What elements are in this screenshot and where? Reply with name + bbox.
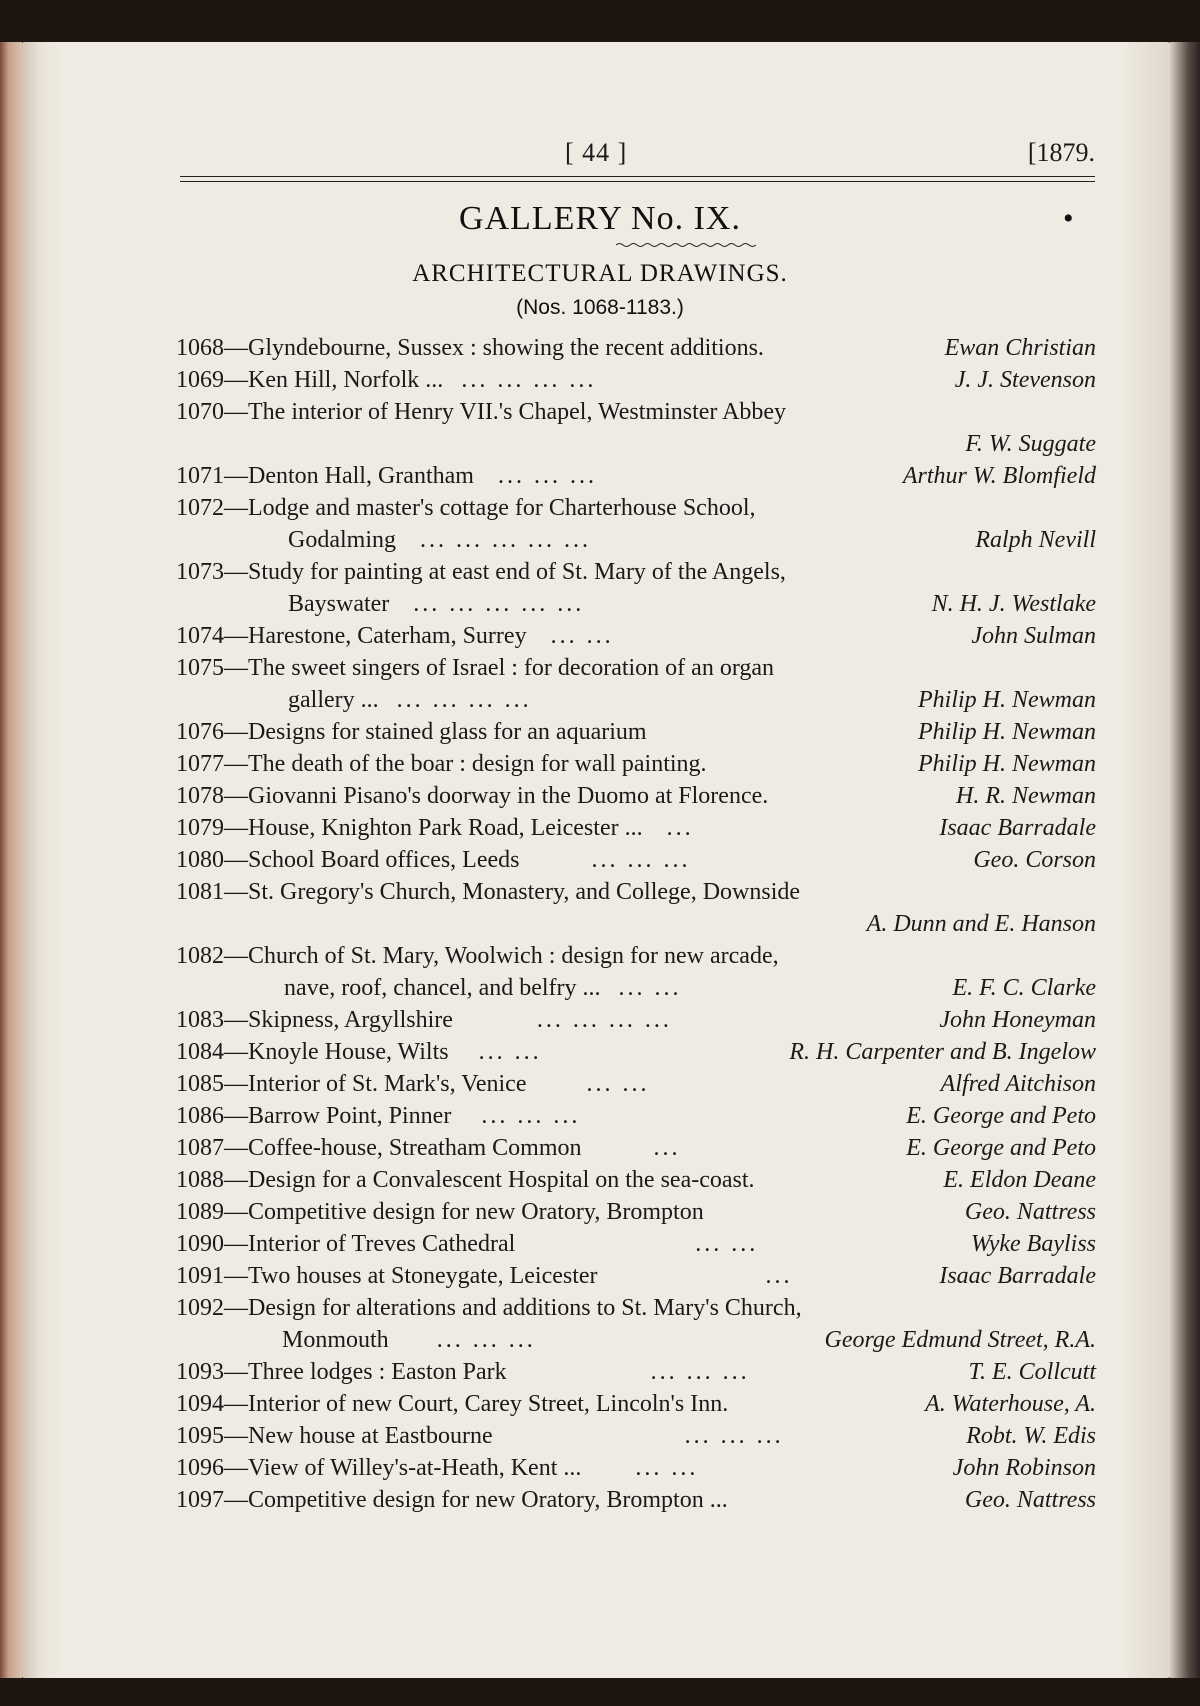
title-underline-ornament <box>616 242 756 248</box>
entry-title: Harestone, Caterham, Surrey <box>248 623 527 649</box>
catalogue-entry: 1072—Lodge and master's cottage for Charterhouse School, Godalming ... ... ... ... ... Ralph Nevill <box>176 492 1096 556</box>
leader-dots: ... ... ... ... <box>396 687 532 713</box>
catalogue-entry: 1091—Two houses at Stoneygate, Leicester ... Isaac Barradale <box>176 1260 1096 1292</box>
gallery-title: GALLERY No. IX. <box>459 200 741 237</box>
entry-artist: E. F. C. Clarke <box>952 975 1096 1001</box>
entry-title: Barrow Point, Pinner <box>248 1103 452 1129</box>
catalogue-entry: 1074—Harestone, Caterham, Surrey ... ... John Sulman <box>176 620 1096 652</box>
entry-artist: E. Eldon Deane <box>943 1167 1096 1193</box>
entry-artist: Wyke Bayliss <box>970 1231 1096 1257</box>
entry-title: Competitive design for new Oratory, Brompton ... <box>248 1487 728 1513</box>
entry-title: School Board offices, Leeds <box>248 847 520 873</box>
entry-number: 1074 <box>176 623 224 649</box>
entry-number: 1071 <box>176 463 224 489</box>
leader-dots: ... ... ... ... <box>461 367 597 393</box>
entry-title: Interior of St. Mark's, Venice <box>248 1071 527 1097</box>
entry-number: 1087 <box>176 1135 224 1161</box>
entry-title: House, Knighton Park Road, Leicester ... <box>248 815 643 841</box>
entry-title: Design for alterations and additions to St. Mary's Church, <box>248 1295 802 1321</box>
catalogue-entry: 1068—Glyndebourne, Sussex : showing the recent additions. Ewan Christian <box>176 332 1096 364</box>
entry-number: 1082 <box>176 943 224 969</box>
entry-title: The sweet singers of Israel : for decoration of an organ <box>248 655 775 681</box>
entry-number: 1069 <box>176 367 224 393</box>
leader-dots: ... ... ... <box>481 1103 581 1129</box>
entry-artist: A. Waterhouse, A. <box>925 1391 1096 1417</box>
catalogue-entry: 1087—Coffee-house, Streatham Common ... E. George and Peto <box>176 1132 1096 1164</box>
catalogue-entry: 1088—Design for a Convalescent Hospital on the sea-coast. E. Eldon Deane <box>176 1164 1096 1196</box>
entry-title: Glyndebourne, Sussex : showing the recent additions. <box>248 335 764 361</box>
entry-artist: Geo. Corson <box>973 847 1096 873</box>
leader-dots: ... <box>653 1135 681 1161</box>
catalogue-entry: 1070—The interior of Henry VII.'s Chapel, Westminster Abbey F. W. Suggate <box>176 396 1096 460</box>
entry-artist: F. W. Suggate <box>965 431 1096 457</box>
catalogue-entry: 1078—Giovanni Pisano's doorway in the Duomo at Florence. H. R. Newman <box>176 780 1096 812</box>
entry-title-continued: Godalming <box>288 527 396 553</box>
entry-artist: Geo. Nattress <box>964 1487 1096 1513</box>
entry-number: 1084 <box>176 1039 224 1065</box>
entry-number: 1086 <box>176 1103 224 1129</box>
catalogue-entry: 1076—Designs for stained glass for an aquarium Philip H. Newman <box>176 716 1096 748</box>
catalogue-entry: 1085—Interior of St. Mark's, Venice ... ... Alfred Aitchison <box>176 1068 1096 1100</box>
entry-title: Knoyle House, Wilts <box>248 1039 449 1065</box>
entry-artist: E. George and Peto <box>906 1103 1096 1129</box>
entry-title: Interior of Treves Cathedral <box>248 1231 516 1257</box>
entry-number: 1072 <box>176 495 224 521</box>
entry-title: The death of the boar : design for wall painting. <box>248 751 707 777</box>
entry-artist: Geo. Nattress <box>964 1199 1096 1225</box>
catalogue-entry: 1083—Skipness, Argyllshire ... ... ... ... John Honeyman <box>176 1004 1096 1036</box>
catalogue-entries <box>176 332 1096 1516</box>
catalogue-entry: 1079—House, Knighton Park Road, Leicester ... ... Isaac Barradale <box>176 812 1096 844</box>
catalogue-number-range: (Nos. 1068-1183.) <box>516 296 684 319</box>
entry-artist: J. J. Stevenson <box>954 367 1096 393</box>
entry-title: Two houses at Stoneygate, Leicester <box>248 1263 598 1289</box>
catalogue-entry: 1080—School Board offices, Leeds ... ... ... Geo. Corson <box>176 844 1096 876</box>
entry-title: Denton Hall, Grantham <box>248 463 474 489</box>
entry-title: Competitive design for new Oratory, Brompton <box>248 1199 704 1225</box>
leader-dots: ... ... ... <box>684 1423 784 1449</box>
catalogue-entry: 1073—Study for painting at east end of St. Mary of the Angels, Bayswater ... ... ... ... ... N. H. J. Westlake <box>176 556 1096 620</box>
catalogue-entry: 1089—Competitive design for new Oratory, Brompton Geo. Nattress <box>176 1196 1096 1228</box>
entry-title: The interior of Henry VII.'s Chapel, Westminster Abbey <box>248 399 787 425</box>
entry-artist: A. Dunn and E. Hanson <box>866 911 1096 937</box>
leader-dots: ... ... <box>618 975 682 1001</box>
entry-title: Study for painting at east end of St. Mary of the Angels, <box>248 559 786 585</box>
entry-artist: Philip H. Newman <box>918 719 1096 745</box>
running-header <box>180 138 1095 178</box>
entry-title: Design for a Convalescent Hospital on the sea-coast. <box>248 1167 755 1193</box>
entry-title: Designs for stained glass for an aquarium <box>248 719 647 745</box>
leader-dots: ... <box>666 815 694 841</box>
entry-number: 1070 <box>176 399 224 425</box>
leader-dots: ... ... ... <box>591 847 691 873</box>
entry-artist: T. E. Collcutt <box>968 1359 1096 1385</box>
entry-artist: Philip H. Newman <box>918 751 1096 777</box>
catalogue-entry: 1086—Barrow Point, Pinner ... ... ... E. George and Peto <box>176 1100 1096 1132</box>
catalogue-entry: 1093—Three lodges : Easton Park ... ... ... T. E. Collcutt <box>176 1356 1096 1388</box>
entry-artist: Robt. W. Edis <box>966 1423 1096 1449</box>
catalogue-entry: 1096—View of Willey's-at-Heath, Kent ... ... ... John Robinson <box>176 1452 1096 1484</box>
entry-number: 1092 <box>176 1295 224 1321</box>
entry-title: Interior of new Court, Carey Street, Lincoln's Inn. <box>248 1391 729 1417</box>
entry-artist: John Honeyman <box>939 1007 1096 1033</box>
entry-title-continued: gallery ... <box>288 687 379 713</box>
entry-number: 1083 <box>176 1007 224 1033</box>
page-number: [ 44 ] <box>565 138 628 167</box>
leader-dots: ... ... <box>695 1231 759 1257</box>
entry-title: Lodge and master's cottage for Charterhouse School, <box>248 495 756 521</box>
entry-title: Giovanni Pisano's doorway in the Duomo at Florence. <box>248 783 769 809</box>
catalogue-entry: 1075—The sweet singers of Israel : for decoration of an organ gallery ... ... ... ... ... Philip H. Newman <box>176 652 1096 716</box>
entry-number: 1076 <box>176 719 224 745</box>
section-subtitle: ARCHITECTURAL DRAWINGS. <box>412 260 788 287</box>
catalogue-entry: 1097—Competitive design for new Oratory, Brompton ... Geo. Nattress <box>176 1484 1096 1516</box>
catalogue-entry: 1081—St. Gregory's Church, Monastery, and College, Downside A. Dunn and E. Hanson <box>176 876 1096 940</box>
entry-title: Coffee-house, Streatham Common <box>248 1135 582 1161</box>
leader-dots: ... ... <box>635 1455 699 1481</box>
entry-number: 1091 <box>176 1263 224 1289</box>
entry-artist: Alfred Aitchison <box>940 1071 1096 1097</box>
entry-title-continued: Bayswater <box>288 591 390 617</box>
entry-number: 1081 <box>176 879 224 905</box>
year-marker: [1879. <box>1027 138 1095 167</box>
entry-artist: E. George and Peto <box>906 1135 1096 1161</box>
entry-title: Skipness, Argyllshire <box>248 1007 453 1033</box>
entry-artist: Ewan Christian <box>944 335 1096 361</box>
entry-title: St. Gregory's Church, Monastery, and College, Downside <box>248 879 801 905</box>
catalogue-entry: 1094—Interior of new Court, Carey Street, Lincoln's Inn. A. Waterhouse, A. <box>176 1388 1096 1420</box>
entry-artist: Arthur W. Blomfield <box>902 463 1096 489</box>
entry-number: 1096 <box>176 1455 224 1481</box>
catalogue-entry: 1071—Denton Hall, Grantham ... ... ... Arthur W. Blomfield <box>176 460 1096 492</box>
entry-number: 1097 <box>176 1487 224 1513</box>
entry-artist: Ralph Nevill <box>975 527 1096 553</box>
entry-number: 1080 <box>176 847 224 873</box>
leader-dots: ... ... <box>550 623 614 649</box>
leader-dots: ... ... <box>586 1071 650 1097</box>
entry-artist: John Robinson <box>952 1455 1096 1481</box>
leader-dots: ... ... ... ... ... <box>420 527 591 553</box>
entry-title-continued: nave, roof, chancel, and belfry ... <box>284 975 601 1001</box>
catalogue-entry: 1082—Church of St. Mary, Woolwich : design for new arcade, nave, roof, chancel, and belfry ... ... ... E. F. C. Clarke <box>176 940 1096 1004</box>
leader-dots: ... ... ... <box>497 463 597 489</box>
leader-dots: ... <box>765 1263 793 1289</box>
entry-title: View of Willey's-at-Heath, Kent ... <box>248 1455 582 1481</box>
entry-number: 1095 <box>176 1423 224 1449</box>
entry-title: Ken Hill, Norfolk ... <box>248 367 444 393</box>
catalogue-entry: 1077—The death of the boar : design for wall painting. Philip H. Newman <box>176 748 1096 780</box>
entry-artist: John Sulman <box>971 623 1096 649</box>
leader-dots: ... ... ... <box>436 1327 536 1353</box>
header-rule-bottom <box>180 181 1095 182</box>
entry-artist: R. H. Carpenter and B. Ingelow <box>789 1039 1096 1065</box>
catalogue-entry: 1092—Design for alterations and additions to St. Mary's Church, Monmouth ... ... ... George Edmund Street, R.A. <box>176 1292 1096 1356</box>
entry-number: 1079 <box>176 815 224 841</box>
entry-number: 1090 <box>176 1231 224 1257</box>
entry-number: 1068 <box>176 335 224 361</box>
leader-dots: ... ... ... ... ... <box>413 591 585 617</box>
catalogue-entry: 1069—Ken Hill, Norfolk ... ... ... ... ... J. J. Stevenson <box>176 364 1096 396</box>
entry-number: 1077 <box>176 751 224 777</box>
entry-number: 1073 <box>176 559 224 585</box>
entry-artist: Philip H. Newman <box>918 687 1096 713</box>
entry-title: Church of St. Mary, Woolwich : design for new arcade, <box>248 943 779 969</box>
catalogue-entry: 1084—Knoyle House, Wilts ... ... R. H. Carpenter and B. Ingelow <box>176 1036 1096 1068</box>
entry-artist: Isaac Barradale <box>939 1263 1096 1289</box>
leader-dots: ... ... ... ... <box>536 1007 672 1033</box>
entry-artist: H. R. Newman <box>956 783 1096 809</box>
catalogue-entry: 1095—New house at Eastbourne ... ... ... Robt. W. Edis <box>176 1420 1096 1452</box>
entry-number: 1093 <box>176 1359 224 1385</box>
entry-number: 1088 <box>176 1167 224 1193</box>
entry-number: 1089 <box>176 1199 224 1225</box>
header-rule-top <box>180 176 1095 177</box>
leader-dots: ... ... <box>478 1039 542 1065</box>
entry-artist: Isaac Barradale <box>939 815 1096 841</box>
entry-number: 1075 <box>176 655 224 681</box>
entry-number: 1078 <box>176 783 224 809</box>
entry-title: New house at Eastbourne <box>248 1423 493 1449</box>
entry-title: Three lodges : Easton Park <box>248 1359 507 1385</box>
ink-mark: • <box>1063 202 1074 235</box>
entry-artist: George Edmund Street, R.A. <box>824 1327 1096 1353</box>
entry-artist: N. H. J. Westlake <box>931 591 1096 617</box>
catalogue-entry: 1090—Interior of Treves Cathedral ... ... Wyke Bayliss <box>176 1228 1096 1260</box>
leader-dots: ... ... ... <box>650 1359 750 1385</box>
entry-title-continued: Monmouth <box>282 1327 389 1353</box>
entry-number: 1085 <box>176 1071 224 1097</box>
entry-number: 1094 <box>176 1391 224 1417</box>
